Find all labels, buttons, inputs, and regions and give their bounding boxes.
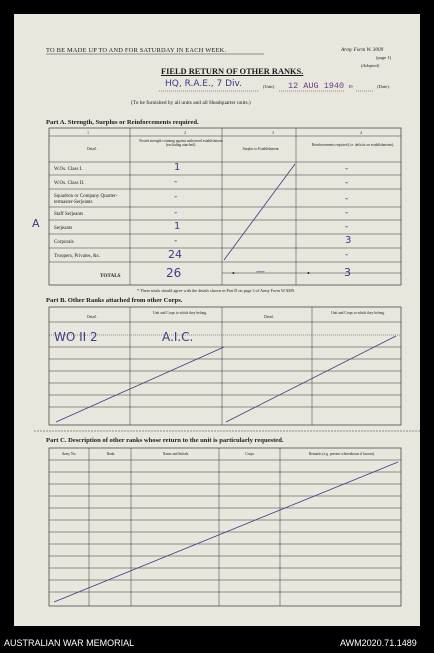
col-number-3: 3 [272, 131, 274, 135]
form-instruction: TO BE MADE UP TO AND FOR SATURDAY IN EACH WEEK. [46, 47, 227, 54]
reinf-sjt: - [345, 222, 349, 232]
reinf-troopers: - [345, 250, 349, 260]
unit-label: (Unit) [263, 84, 275, 89]
col-number-1: 1 [87, 131, 89, 135]
form-page: (page 1) [376, 55, 392, 60]
col-header-detail: Detail. [87, 147, 97, 151]
reinf-staff-sjt: - [345, 208, 349, 218]
posted-wo2: - [174, 177, 178, 187]
form-number: Army Form W. 3009 [341, 47, 384, 53]
date-stamp: 12 AUG 1940 [288, 81, 345, 91]
posted-cqms: - [174, 192, 178, 202]
part-c-col-remarks: Remarks (e.g. present whereabouts if known). [308, 452, 376, 456]
part-b-col-detail-1: Detail. [87, 315, 97, 319]
totals-label: TOTALS [100, 273, 121, 279]
reinf-cqms: - [345, 194, 349, 204]
row-label-staff-sjt: Staff Serjeants [54, 212, 84, 217]
total-reinf: 3 [344, 266, 351, 279]
posted-staff-sjt: - [174, 208, 178, 218]
posted-sjt: 1 [174, 221, 181, 232]
part-c-title: Part C. Description of other ranks whose return to the unit is particularly requested. [46, 437, 284, 444]
unit-handwritten: HQ, R.A.E., 7 Div. [165, 79, 243, 89]
col-header-posted: Posted strength counting against authorised establishment (excluding attached). [139, 139, 223, 147]
part-c-col-name: Name and Initials. [162, 452, 190, 456]
posted-troopers: 24 [168, 248, 182, 261]
total-surplus-dot-b: • [307, 269, 310, 278]
part-c-col-army-no: Army No. [61, 452, 77, 456]
row-label-cpl: Corporals [54, 240, 74, 245]
part-b-entry-unit: A.I.C. [162, 330, 194, 344]
row-label-troopers: Troopers, Privates, &c. [54, 254, 101, 259]
col-number-2: 2 [184, 131, 186, 135]
part-b-col-unit-1: Unit and Corps to which they belong. [153, 311, 207, 315]
part-c-col-corps: Corps. [245, 452, 255, 456]
form-adopted: (Adopted) [361, 63, 380, 68]
col-number-4: 4 [360, 131, 362, 135]
col-header-reinforcements: Reinforcements required (i.e. deficits on establishments). [311, 143, 395, 147]
footer-accession-number: AWM2020.71.1489 [340, 638, 417, 648]
year-prefix: 19 [348, 84, 353, 89]
part-b-col-unit-2: Unit and Corps to which they belong. [331, 311, 385, 315]
part-b-col-detail-2: Detail. [264, 315, 274, 319]
reinf-wo1: - [345, 164, 349, 174]
row-label-wo2: W.Os. Class II. [54, 181, 85, 186]
part-a-footnote: * These totals should agree with the details shown in Part D on page 3 of Army Form W.3009. [137, 288, 295, 293]
col-header-surplus: Surplus to Establishment. [242, 147, 280, 151]
total-posted: 26 [166, 266, 182, 280]
reinf-cpl: 3 [345, 235, 352, 246]
row-label-wo1: W.Os. Class I. [54, 167, 83, 172]
row-label-cqms: Squadron or Company Quarter- [54, 194, 118, 199]
total-surplus-dash: — [256, 267, 265, 277]
posted-wo1: 1 [174, 162, 181, 173]
margin-note: A [32, 217, 40, 230]
form-sheet [14, 14, 420, 626]
page-title: FIELD RETURN OF OTHER RANKS. [161, 67, 304, 76]
row-label-sjt: Serjeants [54, 226, 73, 231]
total-surplus-dot-a: • [232, 269, 235, 278]
part-a-title: Part A. Strength, Surplus or Reinforcements required. [46, 119, 199, 126]
part-b-title: Part B. Other Ranks attached from other Corps. [46, 297, 183, 304]
posted-cpl: - [174, 236, 178, 246]
date-label: (Date). [377, 84, 390, 89]
furnished-note: (To be furnished by all units and all Headquarter units.) [131, 100, 251, 106]
part-b-entry-detail: WO II 2 [54, 330, 98, 344]
row-label-cqms-2: termaster-Serjeants [54, 200, 93, 205]
footer-institution: AUSTRALIAN WAR MEMORIAL [4, 638, 135, 648]
form-ruling [14, 14, 420, 626]
part-c-col-rank: Rank. [106, 452, 116, 456]
reinf-wo2: - [345, 178, 349, 188]
